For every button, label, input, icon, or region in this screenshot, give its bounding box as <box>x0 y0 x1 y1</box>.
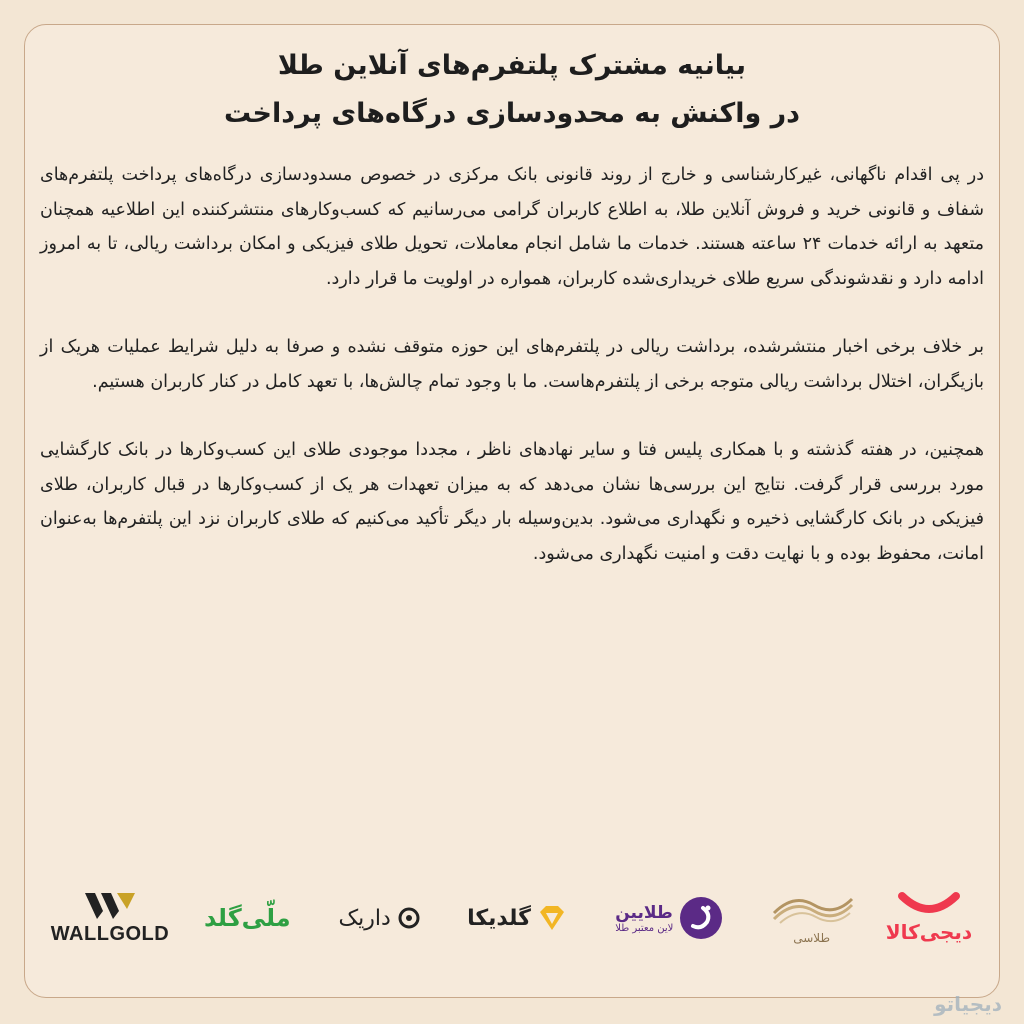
talaiin-logo-name: طلایین <box>615 902 673 923</box>
digikala-logo <box>874 892 984 944</box>
wallgold-w-icon <box>83 891 137 921</box>
paragraph-3: همچنین، در هفته گذشته و با همکاری پلیس فتا و سایر نهادهای ناظر ، مجددا موجودی طلای این کسب‌وکارها در بانک کارگشایی مورد بررسی قرار گرفت. نتایج این بررسی‌ها نشان می‌دهد که به میزان تعهدات هر یک از کسب‌وکارها در قبال کاربران، طلای فیزیکی در بانک کارگشایی ذخیره و نگهداری می‌شود. بدین‌وسیله بار دیگر تأکید می‌کنیم که طلای کاربران نزد این پلتفرم‌ها به‌عنوان امانت، محفوظ بوده و با نهایت دقت و امنیت نگهداری می‌شود. <box>40 440 984 564</box>
wallgold-gold-text: GOLD <box>109 922 170 945</box>
partner-logos <box>40 878 984 958</box>
talasi-wave-icon <box>770 891 854 925</box>
wallgold-logo <box>40 891 180 946</box>
watermark: دیجیاتو <box>934 992 1002 1016</box>
daric-coin-icon <box>397 906 421 930</box>
goldika-diamond-icon <box>537 904 567 932</box>
melligold-logo <box>187 904 307 932</box>
talasi-logo-text: طلاسی <box>793 931 831 945</box>
talasi-logo <box>757 891 867 945</box>
wallgold-wordmark <box>51 923 169 946</box>
goldika-logo <box>452 904 582 932</box>
talaiin-logo-tagline: لاین معتبر طلا <box>615 922 674 934</box>
statement-body <box>40 158 984 605</box>
title-line-2: در واکنش به محدودسازی درگاه‌های پرداخت <box>223 98 801 129</box>
talaiin-text-block <box>615 903 673 934</box>
talaiin-logo <box>589 896 749 940</box>
paragraph-1: در پی اقدام ناگهانی، غیرکارشناسی و خارج از روند قانونی بانک مرکزی در خصوص مسدودسازی درگاه‌های پرداخت پلتفرم‌های شفاف و قانونی خرید و فروش آنلاین طلا، به اطلاع کاربران گرامی می‌رسانیم که کسب‌وکارهای منتشرکننده این اطلاعیه همچنان متعهد به ارائه خدمات ۲۴ ساعته هستند. خدمات ما شامل انجام معاملات، تحویل طلای فیزیکی و امکان برداشت ریالی، تا به امروز ادامه دارد و نقدشوندگی سریع طلای خریداری‌شده کاربران، همواره در اولویت ما قرار دارد. <box>40 165 984 289</box>
daric-logo-text: داریک <box>338 905 391 931</box>
statement-title <box>40 42 984 138</box>
title-line-1: بیانیه مشترک پلتفرم‌های آنلاین طلا <box>277 50 747 81</box>
melligold-logo-text: ملّی‌گلد <box>204 904 291 932</box>
talaiin-emblem-icon <box>679 896 723 940</box>
digikala-logo-text: دیجی‌کالا <box>885 920 973 944</box>
digikala-smile-icon <box>896 892 962 914</box>
wallgold-wall-text: WALL <box>50 922 110 945</box>
paragraph-2: بر خلاف برخی اخبار منتشرشده، برداشت ریالی در پلتفرم‌های این حوزه متوقف نشده و صرفا به دلیل شرایط عملیات هریک از بازیگران، اختلال برداشت ریالی متوجه برخی از پلتفرم‌هاست. ما با وجود تمام چالش‌ها، با تعهد کامل در کنار کاربران هستیم. <box>40 337 984 392</box>
daric-logo <box>315 906 445 931</box>
goldika-logo-text: گلدیکا <box>467 905 531 931</box>
